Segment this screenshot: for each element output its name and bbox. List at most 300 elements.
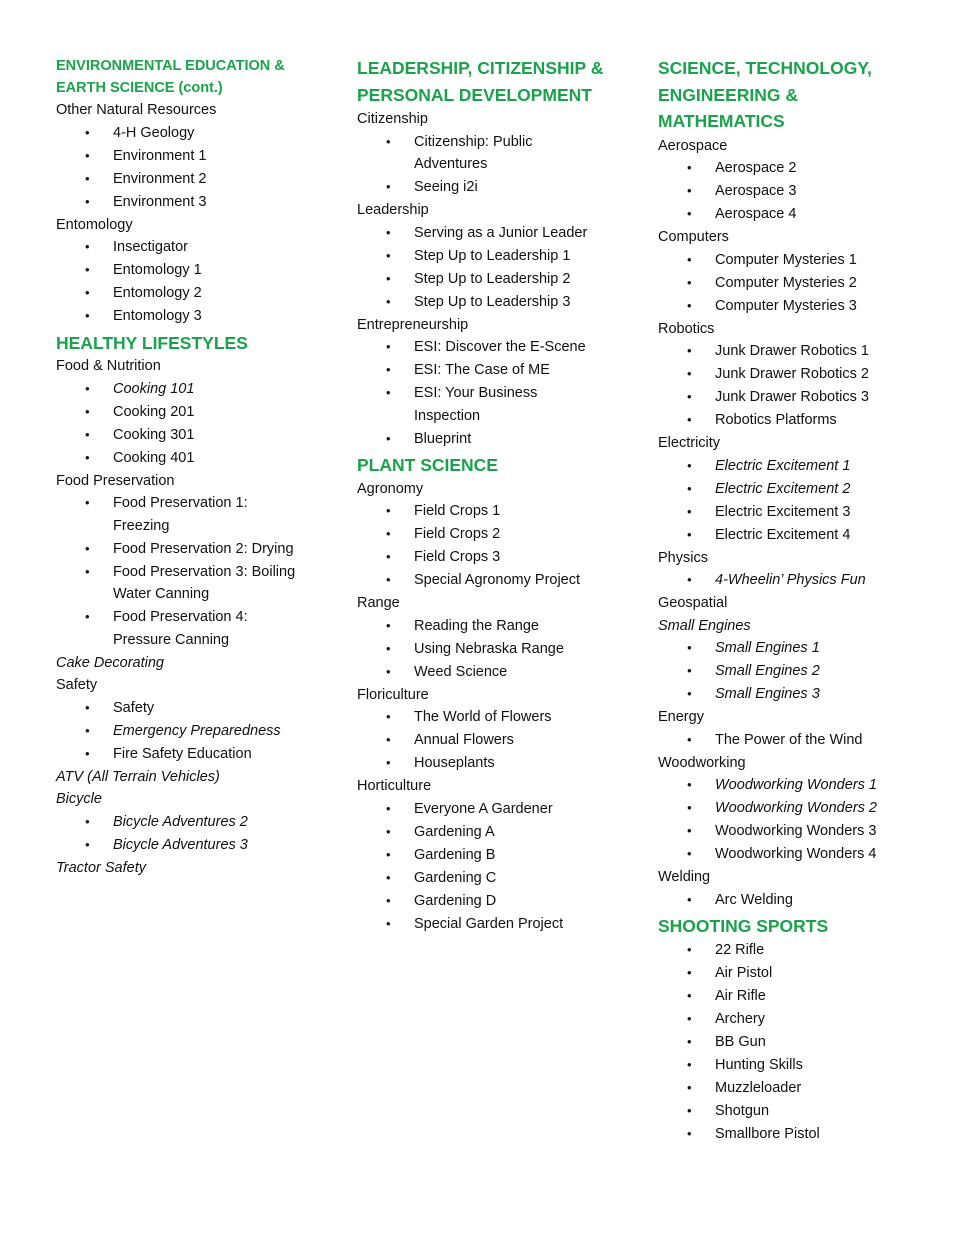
item-label: Step Up to Leadership 2 xyxy=(414,270,571,287)
item-label: 22 Rifle xyxy=(715,941,765,958)
bullet-icon: • xyxy=(687,1033,692,1049)
bullet-icon: • xyxy=(386,293,391,309)
list-item xyxy=(357,569,642,592)
bullet-icon: • xyxy=(85,836,90,852)
project-list xyxy=(658,249,948,318)
bullet-icon: • xyxy=(386,572,391,587)
item-label: Junk Drawer Robotics 2 xyxy=(715,366,869,382)
list-item xyxy=(658,1008,948,1031)
item-label: The Power of the Wind xyxy=(715,731,863,748)
category-other-natural-resources: Other Natural Resources xyxy=(56,102,217,118)
item-label: Everyone A Gardener xyxy=(414,800,553,817)
item-label: Smallbore Pistol xyxy=(715,1125,820,1142)
bullet-icon: • xyxy=(85,722,90,738)
item-label: Muzzleloader xyxy=(715,1079,802,1096)
bullet-icon: • xyxy=(687,823,692,838)
bullet-icon: • xyxy=(85,285,90,300)
bullet-icon: • xyxy=(687,343,692,358)
item-label: Using Nebraska Range xyxy=(414,640,564,657)
list-item xyxy=(658,637,948,660)
category-aerospace: Aerospace xyxy=(658,137,728,154)
list-item xyxy=(658,820,948,843)
item-label: The World of Flowers xyxy=(414,709,552,725)
list-item xyxy=(56,122,336,145)
list-item xyxy=(56,606,336,651)
item-label: Insectigator xyxy=(113,239,188,255)
item-label: Shotgun xyxy=(715,1102,770,1119)
bullet-icon: • xyxy=(687,274,692,290)
project-list xyxy=(56,122,336,214)
bullet-icon: • xyxy=(687,846,692,861)
item-label: Aerospace 3 xyxy=(715,183,797,199)
project-list xyxy=(658,340,948,432)
item-label: Bicycle Adventures 2 xyxy=(113,813,248,830)
bullet-icon: • xyxy=(687,964,692,980)
item-label: Aerospace 2 xyxy=(715,160,797,176)
item-label: Computer Mysteries 3 xyxy=(715,297,857,314)
bullet-icon: • xyxy=(386,430,391,446)
bullet-icon: • xyxy=(687,297,692,313)
project-list xyxy=(56,811,336,857)
list-item xyxy=(56,305,336,328)
list-item xyxy=(357,131,642,176)
project-list xyxy=(56,697,336,766)
section-heading: ENGINEERING & xyxy=(658,84,799,105)
list-item xyxy=(658,1123,948,1146)
category-woodworking: Woodworking xyxy=(658,754,746,771)
bullet-icon: • xyxy=(687,480,692,496)
item-label: Food Preservation 4: xyxy=(113,609,248,625)
project-list xyxy=(56,378,336,470)
item-label: Gardening B xyxy=(414,846,496,863)
item-label: Step Up to Leadership 3 xyxy=(414,293,571,310)
category-food-nutrition: Food & Nutrition xyxy=(56,358,161,374)
list-item xyxy=(56,282,336,305)
item-label: Entomology 3 xyxy=(113,308,202,324)
item-label: Fire Safety Education xyxy=(113,745,252,762)
project-list xyxy=(357,131,642,199)
list-item xyxy=(357,382,642,427)
list-item xyxy=(357,500,642,523)
bullet-icon: • xyxy=(687,389,692,404)
list-item xyxy=(56,191,336,214)
project-list xyxy=(658,637,948,706)
list-item xyxy=(357,821,642,844)
list-item xyxy=(658,1054,948,1077)
project-list xyxy=(658,774,948,866)
bullet-icon: • xyxy=(386,385,391,400)
item-label: Field Crops 2 xyxy=(414,526,501,542)
project-list xyxy=(357,706,642,775)
item-label: Electric Excitement 4 xyxy=(715,526,851,543)
bullet-icon: • xyxy=(386,503,391,518)
list-item xyxy=(658,295,948,318)
list-item xyxy=(658,409,948,432)
bullet-icon: • xyxy=(687,206,692,221)
item-label: Aerospace 4 xyxy=(715,206,797,222)
item-label: Seeing i2i xyxy=(414,179,478,195)
list-item xyxy=(56,743,336,766)
bullet-icon: • xyxy=(386,362,391,377)
bullet-icon: • xyxy=(687,1125,692,1141)
list-item xyxy=(56,168,336,191)
item-label: Food Preservation 2: Drying xyxy=(113,540,294,557)
bullet-icon: • xyxy=(85,495,90,510)
bullet-icon: • xyxy=(687,663,692,678)
item-label: Step Up to Leadership 1 xyxy=(414,247,571,264)
item-label: 4-Wheelin’ Physics Fun xyxy=(715,572,866,588)
category-electricity: Electricity xyxy=(658,435,721,451)
item-label: Special Agronomy Project xyxy=(414,572,581,588)
bullet-icon: • xyxy=(386,224,391,240)
category-safety: Safety xyxy=(56,677,98,693)
bullet-icon: • xyxy=(85,426,90,442)
category-small-engines: Small Engines xyxy=(658,617,751,634)
column-leadership-plant xyxy=(357,55,642,936)
bullet-icon: • xyxy=(687,503,692,519)
category-atv-all-terrain-vehicles: ATV (All Terrain Vehicles) xyxy=(56,768,220,785)
bullet-icon: • xyxy=(687,1010,692,1026)
item-label: Small Engines 2 xyxy=(715,663,820,679)
list-item xyxy=(658,939,948,962)
item-label-continuation: Water Canning xyxy=(113,586,210,602)
item-label: ESI: The Case of ME xyxy=(414,362,550,378)
category-entomology: Entomology xyxy=(56,216,133,233)
list-item xyxy=(357,245,642,268)
category-leadership: Leadership xyxy=(357,202,429,218)
bullet-icon: • xyxy=(85,262,90,277)
item-label: Air Rifle xyxy=(715,987,766,1004)
category-citizenship: Citizenship xyxy=(357,111,428,127)
list-item xyxy=(56,378,336,401)
bullet-icon: • xyxy=(687,572,692,587)
list-item xyxy=(658,889,948,912)
list-item xyxy=(56,259,336,282)
list-item xyxy=(658,501,948,524)
list-item xyxy=(357,867,642,890)
bullet-icon: • xyxy=(85,193,90,209)
list-item xyxy=(357,291,642,314)
bullet-icon: • xyxy=(386,915,391,931)
item-label: Computer Mysteries 1 xyxy=(715,251,857,268)
item-label-continuation: Inspection xyxy=(414,407,481,424)
list-item xyxy=(658,386,948,409)
bullet-icon: • xyxy=(687,251,692,267)
list-item xyxy=(56,401,336,424)
project-list xyxy=(658,157,948,226)
list-item xyxy=(56,720,336,743)
list-item xyxy=(357,336,642,359)
list-item xyxy=(357,615,642,638)
list-item xyxy=(658,524,948,547)
bullet-icon: • xyxy=(687,640,692,655)
list-item xyxy=(658,962,948,985)
list-item xyxy=(357,661,642,684)
bullet-icon: • xyxy=(386,617,391,633)
bullet-icon: • xyxy=(85,380,90,396)
section-heading: SHOOTING SPORTS xyxy=(658,916,829,936)
item-label: Hunting Skills xyxy=(715,1056,803,1073)
item-label: Air Pistol xyxy=(715,964,773,981)
category-agronomy: Agronomy xyxy=(357,480,424,497)
bullet-icon: • xyxy=(687,366,692,381)
bullet-icon: • xyxy=(85,403,90,419)
bullet-icon: • xyxy=(386,892,391,908)
item-label: Cooking 401 xyxy=(113,449,195,466)
item-label: Junk Drawer Robotics 1 xyxy=(715,343,869,359)
list-item xyxy=(357,222,642,245)
bullet-icon: • xyxy=(687,457,692,473)
bullet-icon: • xyxy=(85,699,90,715)
bullet-icon: • xyxy=(85,124,90,140)
list-item xyxy=(658,455,948,478)
bullet-icon: • xyxy=(386,663,391,679)
section-heading: PLANT SCIENCE xyxy=(357,455,498,475)
bullet-icon: • xyxy=(687,1056,692,1072)
item-label: Annual Flowers xyxy=(414,732,514,748)
project-list xyxy=(658,939,948,1146)
bullet-icon: • xyxy=(85,239,90,254)
bullet-icon: • xyxy=(687,1079,692,1095)
project-list xyxy=(357,336,642,450)
list-item xyxy=(658,1100,948,1123)
item-label: Entomology 2 xyxy=(113,285,202,301)
bullet-icon: • xyxy=(85,563,90,579)
list-item xyxy=(658,272,948,295)
item-label: BB Gun xyxy=(715,1033,766,1050)
list-item xyxy=(658,157,948,180)
item-label-continuation: Freezing xyxy=(113,517,170,534)
category-entrepreneurship: Entrepreneurship xyxy=(357,316,469,333)
bullet-icon: • xyxy=(85,147,90,163)
list-item xyxy=(658,340,948,363)
list-item xyxy=(56,424,336,447)
list-item xyxy=(658,985,948,1008)
list-item xyxy=(357,752,642,775)
section-heading: MATHEMATICS xyxy=(658,111,785,131)
item-label: Small Engines 3 xyxy=(715,686,820,702)
category-bicycle: Bicycle xyxy=(56,791,102,807)
list-item xyxy=(658,249,948,272)
category-robotics: Robotics xyxy=(658,320,715,337)
bullet-icon: • xyxy=(386,823,391,839)
item-label: Safety xyxy=(113,699,155,716)
list-item xyxy=(56,492,336,537)
bullet-icon: • xyxy=(386,709,391,724)
list-item xyxy=(357,638,642,661)
item-label: Food Preservation 1: xyxy=(113,495,248,511)
item-label: 4-H Geology xyxy=(113,124,195,141)
section-heading: ENVIRONMENTAL EDUCATION & xyxy=(56,58,285,74)
item-label: Environment 1 xyxy=(113,147,207,164)
item-label: Woodworking Wonders 1 xyxy=(715,777,877,793)
bullet-icon: • xyxy=(386,640,391,656)
bullet-icon: • xyxy=(85,170,90,186)
item-label: ESI: Discover the E-Scene xyxy=(414,339,586,355)
item-label: Houseplants xyxy=(414,755,495,771)
project-list xyxy=(56,492,336,651)
list-item xyxy=(658,180,948,203)
category-food-preservation: Food Preservation xyxy=(56,472,175,489)
section-heading: PERSONAL DEVELOPMENT xyxy=(357,84,592,105)
item-label: Cooking 201 xyxy=(113,403,195,420)
category-energy: Energy xyxy=(658,709,704,725)
list-item xyxy=(56,236,336,259)
item-label: Gardening C xyxy=(414,869,497,886)
section-heading: HEALTHY LIFESTYLES xyxy=(56,332,248,353)
item-label: Gardening D xyxy=(414,892,497,909)
item-label-continuation: Pressure Canning xyxy=(113,631,230,648)
item-label: Electric Excitement 3 xyxy=(715,503,851,520)
item-label: Weed Science xyxy=(414,663,508,680)
bullet-icon: • xyxy=(386,800,391,816)
item-label: Serving as a Junior Leader xyxy=(414,224,588,241)
item-label: Food Preservation 3: Boiling xyxy=(113,563,296,580)
item-label: Small Engines 1 xyxy=(715,640,820,656)
category-cake-decorating: Cake Decorating xyxy=(56,654,164,671)
list-item xyxy=(56,834,336,857)
item-label: Junk Drawer Robotics 3 xyxy=(715,389,869,405)
list-item xyxy=(357,729,642,752)
list-item xyxy=(658,774,948,797)
list-item xyxy=(357,523,642,546)
list-item xyxy=(56,145,336,168)
list-item xyxy=(658,1031,948,1054)
list-item xyxy=(658,363,948,386)
list-item xyxy=(357,546,642,569)
item-label: ESI: Your Business xyxy=(414,385,538,401)
bullet-icon: • xyxy=(687,183,692,198)
item-label: Citizenship: Public xyxy=(414,133,533,150)
list-item xyxy=(56,811,336,834)
project-list xyxy=(357,222,642,314)
list-item xyxy=(658,797,948,820)
item-label: Arc Welding xyxy=(715,891,793,908)
bullet-icon: • xyxy=(386,755,391,770)
bullet-icon: • xyxy=(386,133,391,149)
item-label: Electric Excitement 2 xyxy=(715,480,851,497)
item-label: Field Crops 3 xyxy=(414,549,501,565)
list-item xyxy=(357,176,642,199)
bullet-icon: • xyxy=(687,731,692,747)
bullet-icon: • xyxy=(85,449,90,465)
bullet-icon: • xyxy=(386,339,391,354)
bullet-icon: • xyxy=(687,987,692,1003)
item-label: Archery xyxy=(715,1010,765,1027)
bullet-icon: • xyxy=(85,540,90,556)
project-list xyxy=(658,455,948,547)
list-item xyxy=(658,569,948,592)
list-item xyxy=(658,1077,948,1100)
item-label: Woodworking Wonders 3 xyxy=(715,823,877,839)
section-heading: LEADERSHIP, CITIZENSHIP & xyxy=(357,58,604,78)
bullet-icon: • xyxy=(386,549,391,564)
bullet-icon: • xyxy=(687,891,692,907)
category-horticulture: Horticulture xyxy=(357,778,432,794)
bullet-icon: • xyxy=(386,526,391,541)
list-item xyxy=(357,890,642,913)
bullet-icon: • xyxy=(85,745,90,761)
bullet-icon: • xyxy=(386,732,391,747)
item-label: Woodworking Wonders 2 xyxy=(715,800,877,816)
project-list xyxy=(658,729,948,752)
list-item xyxy=(56,447,336,470)
project-list xyxy=(357,798,642,936)
section-heading: EARTH SCIENCE (cont.) xyxy=(56,80,223,96)
bullet-icon: • xyxy=(386,846,391,862)
item-label: Electric Excitement 1 xyxy=(715,457,851,474)
item-label: Reading the Range xyxy=(414,617,539,634)
item-label: Special Garden Project xyxy=(414,915,564,932)
project-list xyxy=(56,236,336,328)
bullet-icon: • xyxy=(386,179,391,194)
item-label: Computer Mysteries 2 xyxy=(715,274,857,291)
category-floriculture: Floriculture xyxy=(357,686,429,703)
bullet-icon: • xyxy=(687,941,692,957)
item-label: Cooking 301 xyxy=(113,426,195,443)
bullet-icon: • xyxy=(687,412,692,427)
bullet-icon: • xyxy=(687,686,692,701)
item-label-continuation: Adventures xyxy=(414,156,488,172)
item-label: Robotics Platforms xyxy=(715,412,837,428)
list-item xyxy=(658,729,948,752)
list-item xyxy=(357,268,642,291)
item-label: Field Crops 1 xyxy=(414,503,501,519)
category-tractor-safety: Tractor Safety xyxy=(56,859,146,876)
list-item xyxy=(658,843,948,866)
bullet-icon: • xyxy=(687,1102,692,1118)
item-label: Environment 2 xyxy=(113,170,207,187)
item-label: Blueprint xyxy=(414,430,472,447)
list-item xyxy=(56,561,336,606)
item-label: Gardening A xyxy=(414,823,495,840)
bullet-icon: • xyxy=(386,869,391,885)
list-item xyxy=(357,844,642,867)
project-list xyxy=(357,615,642,684)
list-item xyxy=(357,706,642,729)
bullet-icon: • xyxy=(687,526,692,542)
column-environmental-healthy xyxy=(56,55,336,879)
project-list xyxy=(658,889,948,912)
list-item xyxy=(357,798,642,821)
item-label: Environment 3 xyxy=(113,193,207,210)
item-label: Cooking 101 xyxy=(113,380,195,397)
item-label: Entomology 1 xyxy=(113,262,202,278)
column-stem-shooting xyxy=(658,55,948,1146)
list-item xyxy=(357,428,642,451)
bullet-icon: • xyxy=(85,813,90,829)
list-item xyxy=(658,478,948,501)
bullet-icon: • xyxy=(386,247,391,263)
list-item xyxy=(357,359,642,382)
section-heading: SCIENCE, TECHNOLOGY, xyxy=(658,58,872,78)
category-geospatial: Geospatial xyxy=(658,595,728,611)
bullet-icon: • xyxy=(85,609,90,624)
item-label: Bicycle Adventures 3 xyxy=(113,836,248,853)
list-item xyxy=(658,683,948,706)
bullet-icon: • xyxy=(687,160,692,175)
list-item xyxy=(56,697,336,720)
category-computers: Computers xyxy=(658,229,729,245)
list-item xyxy=(658,203,948,226)
bullet-icon: • xyxy=(687,777,692,792)
item-label: Woodworking Wonders 4 xyxy=(715,846,877,862)
category-physics: Physics xyxy=(658,549,708,566)
list-item xyxy=(357,913,642,936)
list-item xyxy=(658,660,948,683)
category-range: Range xyxy=(357,595,400,611)
list-item xyxy=(56,538,336,561)
